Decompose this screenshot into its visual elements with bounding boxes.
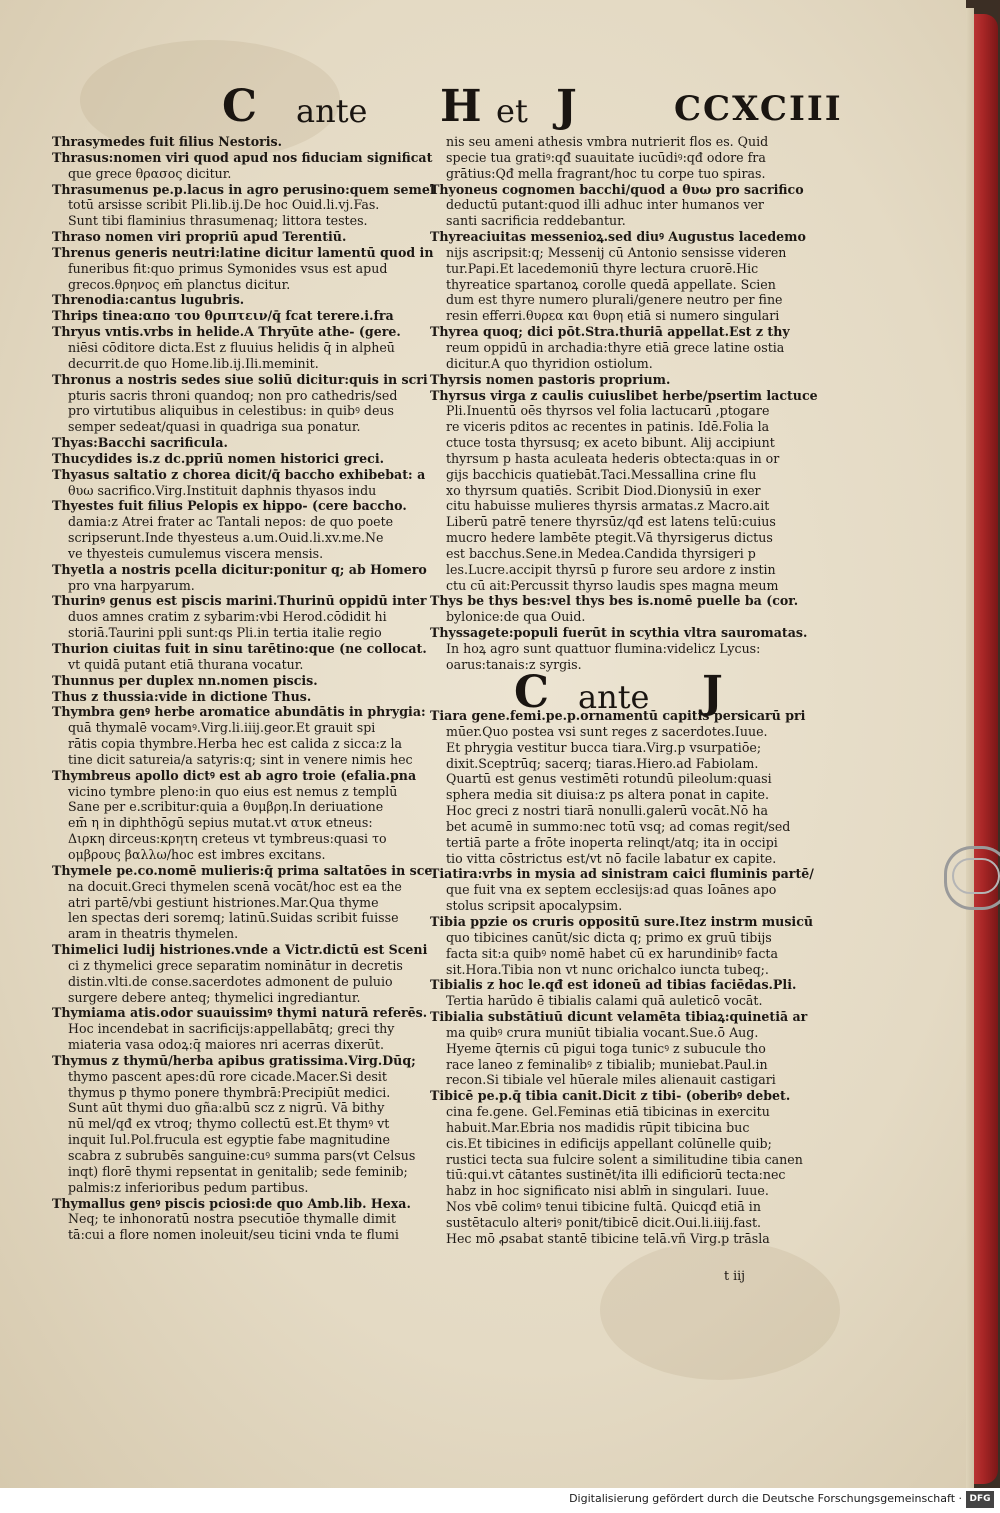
text-line: Hoc incendebat in sacrificijs:appellabātq; greci thy	[68, 1021, 395, 1037]
text-line: tertiā parte a frōte inoperta relinqt/atq; ita in occipi	[446, 834, 778, 850]
text-line: atri partē/vbi gestiunt histriones.Mar.Qua thyme	[68, 894, 379, 910]
text-line: Thunnus per duplex nn.nomen piscis.	[52, 672, 318, 688]
text-line: que fuit vna ex septem ecclesijs:ad quas Ioānes apo	[446, 882, 777, 898]
text-line: inqt) florē thymi repsentat in genitalib; sede feminib;	[68, 1163, 408, 1179]
text-line: Pli.Inuentū oēs thyrsos vel folia lactucarū ,ptogare	[446, 403, 770, 419]
text-line: duos amnes cratim z sybarim:vbi Herod.cōdidit hi	[68, 609, 387, 625]
text-line: ομβρους βαλλω/hoc est imbres excitans.	[68, 846, 326, 862]
text-line: Tibia ppzie os cruris oppositū sure.Itez instrm musicū	[430, 913, 814, 929]
text-line: quo tibicines canūt/sic dicta q; primo ex gruū tibijs	[446, 929, 772, 945]
text-line: Tibialia substātiuū dicunt velamēta tibiaꝝ:quinetiā ar	[430, 1009, 808, 1025]
text-line: Quartū est genus vestimēti rotundū pileolum:quasi	[446, 771, 772, 787]
text-line: tio vitta cōstrictus est/vt nō facile labatur ex capite.	[446, 850, 777, 866]
text-line: Thyrsus virga z caulis cuiuslibet herbe/psertim lactuce	[430, 387, 818, 403]
text-line: Thymallus genꝰ piscis pciosi:de quo Amb.lib. Hexa.	[52, 1195, 411, 1211]
text-line: palmis:z inferioribus pedum partibus.	[68, 1179, 309, 1195]
text-line: Nos vbē colimꝰ tenui tibicine fultā. Quicqđ etiā in	[446, 1199, 761, 1215]
text-line: Threnodia:cantus lugubris.	[52, 292, 245, 308]
text-line: re viceris pditos ac recentes in patinis. Idē.Folia la	[446, 419, 770, 435]
text-line: est bacchus.Sene.in Medea.Candida thyrsigeri p	[446, 545, 756, 561]
text-line: les.Lucre.accipit thyrsū p furore seu ardore z instin	[446, 561, 776, 577]
text-line: Et phrygia vestitur bucca tiara.Virg.p vsurpatiōe;	[446, 739, 762, 755]
text-line: niēsi cōditore dicta.Est z fluuius helidis q̄ in alpheū	[68, 339, 395, 355]
text-line: Thus z thussia:vide in dictione Thus.	[52, 688, 312, 704]
text-line: ctu cū ait:Percussit thyrso laudis spes magna meum	[446, 577, 779, 593]
text-line: Thyasus saltatio z chorea dicit/q̄ baccho exhibebat: a	[52, 466, 426, 482]
text-line: damia:z Atrei frater ac Tantali nepos: de quo poete	[68, 514, 394, 530]
text-line: Tibicē pe.p.q̄ tibia canit.Dicit z tibi- (oberibꝰ debet.	[430, 1088, 791, 1104]
text-line: θυω sacrifico.Virg.Instituit daphnis thyasos indu	[68, 482, 377, 498]
text-line: dum est thyre numero plurali/genere neutro per fine	[446, 292, 783, 308]
section-word: ante	[578, 678, 650, 716]
text-line: surgere debere anteq; thymelici ingrediantur.	[68, 989, 361, 1005]
text-line: cis.Et tibicines in edificijs appellant colūnelle quib;	[446, 1135, 772, 1151]
text-line: stolus scripsit apocalypsim.	[446, 898, 623, 914]
header-initial: C	[222, 81, 258, 132]
right-text-column-lower	[430, 708, 814, 1247]
text-line: thymus p thymo ponere thymbrā:Precipiūt medici.	[68, 1084, 391, 1100]
text-line: Thyestes fuit filius Pelopis ex hippo- (cere baccho.	[52, 498, 407, 514]
text-line: scabra z subrubēs sanguine:cuꝰ summa pars(vt Celsus	[68, 1148, 416, 1163]
text-line: que grece θρασος dicitur.	[68, 165, 232, 181]
text-line: pturis sacris throni quandoq; non pro cathedris/sed	[68, 387, 398, 403]
text-line: scripserunt.Inde thyesteus a.um.Ouid.li.xv.me.Ne	[68, 530, 384, 546]
header-word: ante	[296, 92, 368, 130]
text-line: thymo pascent apes:dū rore cicade.Macer.Si desit	[68, 1068, 387, 1084]
text-line: decurrit.de quo Home.lib.ij.Ili.meminit.	[68, 355, 319, 371]
text-line: habz in hoc significato nisi ablm̄ in singulari. Iuue.	[446, 1183, 769, 1199]
section-initial: C	[514, 667, 550, 718]
text-line: tā:cui a flore nomen inoleuit/seu ticini vnda te flumi	[68, 1227, 399, 1243]
text-line: Διρκη dirceus:κρητη creteus vt tymbreus:quasi το	[68, 831, 387, 847]
text-line: Hyeme q̄ternis cū pigui toga tunicꝰ z subucule tho	[446, 1040, 766, 1056]
text-line: Thrasus:nomen viri quod apud nos fiduciam significat	[52, 149, 433, 165]
header-conjunction: et	[496, 92, 528, 130]
text-line: Tiara gene.femi.pe.p.ornamentū capitis persicarū pri	[430, 708, 806, 723]
text-line: tine dicit satureia/a satyris:q; sint in venere nimis hec	[68, 751, 413, 767]
text-line: Threnus generis neutri:latine dicitur lamentū quod in	[52, 244, 434, 260]
text-line: semper sedeat/quasi in quadriga sua ponatur.	[68, 419, 361, 435]
text-line: Thyas:Bacchi sacrificula.	[52, 435, 228, 451]
text-line: thyrsum p hasta aculeata hederis obtecta:quas in or	[446, 450, 780, 466]
text-line: Thyrea quoq; dici pōt.Stra.thuriā appellat.Est z thy	[430, 324, 790, 340]
text-line: grātius:Qđ mella fragrant/hoc tu corpe tuo spiras.	[446, 165, 766, 181]
text-line: Thyetla a nostris pcella dicitur:ponitur q; ab Homero	[52, 561, 427, 577]
text-line: nū mel/qđ ex vtroq; thymo collectū est.Et thymꝰ vt	[68, 1116, 390, 1132]
paper-clip-inner	[952, 858, 1000, 894]
text-line: quā thymalē vocamꝰ.Virg.li.iiij.geor.Et grauit spi	[68, 720, 376, 736]
text-line: pro virtutibus aliquibus in celestibus: in quibꝰ deus	[68, 403, 395, 419]
text-line: deductū putant:quod illi adhuc inter humanos ver	[446, 197, 764, 213]
text-line: Hec mō ꝓsabat stantē tibicine telā.vñ Virg.p trāsla	[446, 1230, 770, 1246]
running-header	[0, 82, 966, 138]
left-text-column	[52, 134, 435, 1243]
text-line: habuit.Mar.Ebria nos madidis rūpit tibicina buc	[446, 1119, 750, 1135]
text-line: Thrips tinea:απο του θριπτειν/q̄ fcat terere.i.fra	[52, 308, 394, 324]
text-line: totū arsisse scribit Pli.lib.ij.De hoc Ouid.li.vj.Fas.	[68, 197, 380, 213]
text-line: race laneo z feminalibꝰ z tibialib; muniebat.Paul.in	[446, 1056, 768, 1072]
footer-bar	[0, 1488, 1000, 1513]
text-line: nis seu ameni athesis vmbra nutrierit flos es. Quid	[446, 134, 769, 149]
text-line: dixit.Sceptrūq; sacerq; tiaras.Hiero.ad Fabiolam.	[446, 755, 759, 771]
text-line: ctuce tosta thyrsusq; ex aceto bibunt. Alij accipiunt	[446, 435, 775, 451]
text-line: inquit Iul.Pol.frucula est egyptie fabe magnitudine	[68, 1132, 390, 1148]
text-line: mūer.Quo postea vsi sunt reges z sacerdotes.Iuue.	[446, 723, 768, 739]
text-line: Thymbreus apollo dictꝰ est ab agro troie (efalia.pna	[52, 767, 417, 783]
text-line: specie tua gratiꝰ:qđ suauitate iucūdiꝰ:qđ odore fra	[446, 149, 766, 165]
text-line: In hoꝝ agro sunt quattuor flumina:videlicz Lycus:	[446, 641, 761, 656]
text-line: Thyreaciuitas messenioꝝ.sed diuꝰ Augustus lacedemo	[430, 229, 806, 245]
text-line: ci z thymelici grece separatim nominātur in decretis	[68, 957, 403, 973]
printer-signature: t iij	[724, 1268, 746, 1283]
text-line: Thucydides is.z dc.ppriū nomen historici greci.	[52, 450, 385, 466]
text-line: facta sit:a quibꝰ nomē habet cū ex harundinibꝰ facta	[446, 945, 778, 961]
text-line: rustici tecta sua fulcire solent a similitudine tibia canen	[446, 1151, 803, 1167]
text-line: reum oppidū in archadia:thyre etiā grece latine ostia	[446, 339, 785, 355]
text-line: ma quibꝰ crura muniūt tibialia vocant.Sue.ō Aug.	[446, 1024, 759, 1040]
section-letter: J	[702, 667, 723, 718]
header-letter-h: H	[440, 81, 482, 132]
text-line: Thimelici ludij histriones.vnde a Victr.dictū est Sceni	[52, 942, 428, 958]
text-line: Thymbra genꝰ herbe aromatice abundātis in phrygia:	[52, 704, 426, 720]
folio-number: CCXCIII	[674, 89, 843, 129]
text-line: Thys be thys bes:vel thys bes is.nomē puelle ba (cor.	[430, 593, 799, 609]
text-line: xo thyrsum quatiēs. Scribit Diod.Dionysiū in exer	[446, 482, 761, 498]
text-line: Tibialis z hoc le.qđ est idoneū ad tibias faciēdas.Pli.	[430, 977, 797, 993]
text-line: sustētaculo alteriꝰ ponit/tibicē dicit.Oui.li.iiij.fast.	[446, 1215, 762, 1230]
text-line: bylonice:de qua Ouid.	[446, 609, 586, 625]
text-line: distin.vlti.de conse.sacerdotes admonent de puluio	[68, 973, 393, 989]
text-line: Thraso nomen viri propriū apud Terentiū.	[52, 229, 347, 245]
text-line: sphera media sit diuisa:z ps altera ponat in capite.	[446, 787, 769, 803]
text-line: Thurion ciuitas fuit in sinu tarētino:que (ne collocat.	[52, 641, 427, 656]
funding-credit: Digitalisierung gefördert durch die Deutsche Forschungsgemeinschaft ·	[569, 1492, 962, 1505]
paper-stain	[600, 1240, 840, 1380]
text-line: storiā.Taurini ppli sunt:qs Pli.in tertia italie regio	[68, 625, 382, 641]
text-line: Thyoneus cognomen bacchi/quod a θυω pro sacrifico	[430, 181, 804, 197]
text-line: Thymus z thymū/herba apibus gratissima.Virg.Dūq;	[52, 1052, 416, 1068]
text-line: Thryus vntis.vrbs in helide.A Thryūte athe- (gere.	[52, 324, 401, 340]
text-line: mucro hedere lambēte ptegit.Vā thyrsigerus dictus	[446, 530, 773, 546]
text-line: sit.Hora.Tibia non vt nunc orichalco iuncta tubeq;.	[446, 961, 769, 977]
text-line: dicitur.A quo thyridion ostiolum.	[446, 355, 653, 371]
text-line: Thymiama atis.odor suauissimꝰ thymi naturā referēs.	[52, 1005, 428, 1021]
text-line: Sunt aūt thymi duo gña:albū scz z nigrū. Vā bithy	[68, 1100, 385, 1116]
text-line: Thrasumenus pe.p.lacus in agro perusino:quem semel	[52, 181, 435, 197]
text-line: pro vna harpyarum.	[68, 577, 195, 593]
text-line: citu habuisse mulieres thyrsis armatas.z Macro.ait	[446, 498, 770, 514]
text-line: grecos.θρηνος em̄ planctus dicitur.	[68, 276, 291, 292]
text-line: em̄ η in diphthōgū sepius mutat.vt ατυκ etneus:	[68, 815, 373, 831]
text-line: miateria vasa odoꝝ:q̄ maiores nri acerras dixerūt.	[68, 1037, 384, 1053]
text-line: oarus:tanais:z syrgis.	[446, 656, 582, 672]
text-line: nijs ascripsit:q; Messenij cū Antonio sensisse videren	[446, 244, 787, 260]
text-line: len spectas deri soremq; latinū.Suidas scribit fuisse	[68, 910, 399, 926]
header-letter-j: J	[556, 81, 577, 132]
text-line: resin efferri.θυρεα και θυρη etiā si numero singulari	[446, 308, 780, 324]
text-line: gijs bacchicis quatiebāt.Taci.Messallina crine flu	[446, 466, 757, 482]
text-line: recon.Si tibiale vel hūerale miles alienauit castigari	[446, 1072, 776, 1088]
right-text-column	[430, 134, 818, 673]
text-line: Thyrsis nomen pastoris proprium.	[430, 371, 671, 387]
text-line: na docuit.Greci thymelen scenā vocāt/hoc est ea the	[68, 878, 402, 894]
text-line: aram in theatris thymelen.	[68, 926, 239, 942]
text-line: rātis copia thymbre.Herba hec est calida z sicca:z la	[68, 736, 403, 752]
text-line: Thurinꝰ genus est piscis marini.Thurinū oppidū inter	[52, 593, 427, 609]
text-line: Sunt tibi flaminius thrasumenaq; littora testes.	[68, 213, 368, 229]
text-line: Liberū patrē tenere thyrsūz/qđ est latens telū:cuius	[446, 514, 776, 530]
text-line: vicino tymbre pleno:in quo eius est nemus z templū	[68, 783, 398, 799]
text-line: Thymele pe.co.nomē mulieris:q̄ prima saltatōes in sce	[52, 862, 433, 878]
text-line: tur.Papi.Et lacedemoniū thyre lectura cruorē.Hic	[446, 260, 759, 276]
text-line: tiū:qui.vt cātantes sustinēt/ita illi edificiorū tecta:nec	[446, 1167, 786, 1183]
dfg-logo-icon: DFG	[966, 1491, 994, 1508]
text-line: bet acumē in summo:nec totū vsq; ad comas regit/sed	[446, 818, 791, 834]
text-line: Neq; te inhonoratū nostra psecutiōe thymalle dimit	[68, 1211, 396, 1227]
text-line: Tiatira:vrbs in mysia ad sinistram caici fluminis partē/	[430, 866, 814, 882]
text-line: funeribus fit:quo primus Symonides vsus est apud	[68, 260, 388, 276]
text-line: Thyssagete:populi fuerūt in scythia vltra sauromatas.	[430, 625, 808, 641]
text-line: thyreatice spartanoꝝ corolle quedā appellate. Scien	[446, 276, 776, 292]
text-line: Hoc greci z nostri tiarā nonulli.galerū vocāt.Nō ha	[446, 803, 769, 819]
text-line: Sane per e.scribitur:quia a θυμβρη.In deriuatione	[68, 799, 384, 815]
text-line: vt quidā putant etiā thurana vocatur.	[68, 656, 304, 672]
text-line: Thronus a nostris sedes siue soliū dicitur:quis in scri	[52, 371, 428, 387]
text-line: Tertia harūdo ē tibialis calami quā auleticō vocāt.	[446, 993, 763, 1009]
text-line: Thrasymedes fuit filius Nestoris.	[52, 134, 283, 149]
text-line: ve thyesteis cumulemus viscera mensis.	[68, 545, 324, 561]
text-line: cina fe.gene. Gel.Feminas etiā tibicinas in exercitu	[446, 1104, 770, 1120]
text-line: santi sacrificia reddebantur.	[446, 213, 626, 229]
